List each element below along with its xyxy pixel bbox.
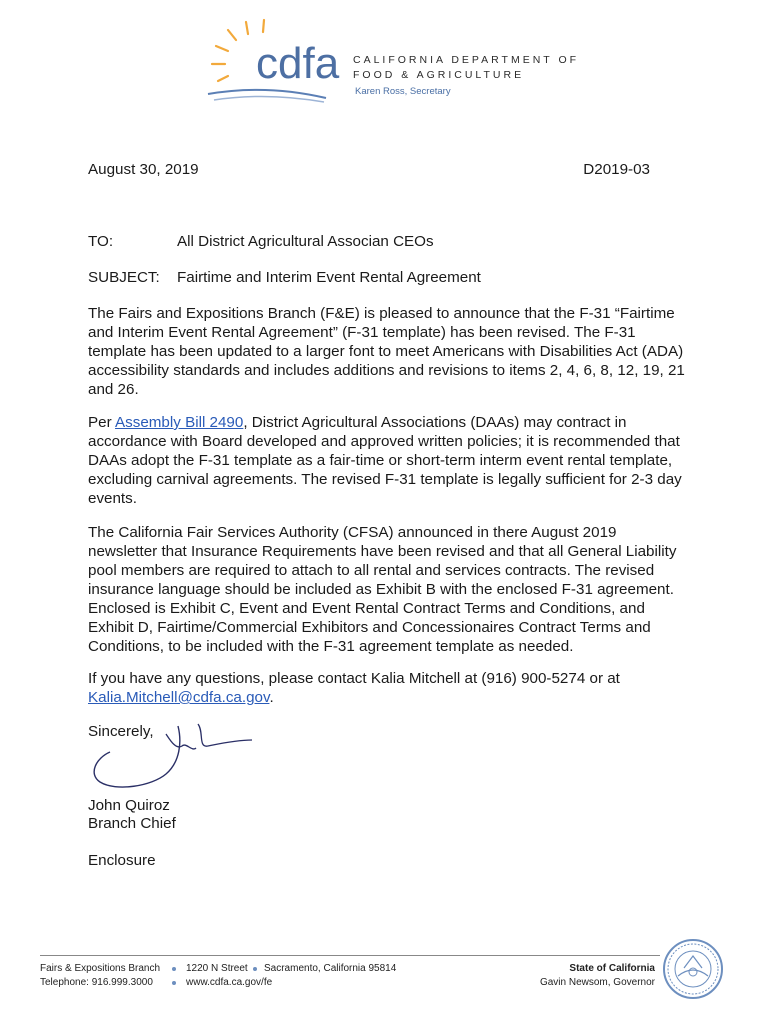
org-name-line1: CALIFORNIA DEPARTMENT OF xyxy=(353,54,580,66)
memo-date: August 30, 2019 xyxy=(88,161,199,178)
paragraph-2 xyxy=(88,413,688,508)
signer-title: Branch Chief xyxy=(88,815,176,832)
to-label: TO: xyxy=(88,233,114,250)
footer-city: Sacramento, California 95814 xyxy=(264,963,397,974)
org-name-line2: FOOD & AGRICULTURE xyxy=(353,69,525,81)
bullet-dot-icon xyxy=(253,967,257,971)
logo-wordmark: cdfa xyxy=(256,39,340,88)
footer-phone: Telephone: 916.999.3000 xyxy=(40,977,153,988)
assembly-bill-link[interactable]: Assembly Bill 2490 xyxy=(115,414,244,431)
paragraph-4 xyxy=(88,669,688,707)
to-value: All District Agricultural Associan CEOs xyxy=(177,233,434,250)
footer-website-link[interactable]: www.cdfa.ca.gov/fe xyxy=(186,977,273,988)
p4-suffix: . xyxy=(269,689,274,706)
cdfa-logo xyxy=(206,18,351,106)
footer-street: 1220 N Street xyxy=(186,963,248,974)
footer-governor: Gavin Newsom, Governor xyxy=(539,977,655,988)
paragraph-1: The Fairs and Expositions Branch (F&E) is pleased to announce that the F-31 “Fairtime and Interim Event Rental Agreement” (F-31 template) has been revised. The F-31 template has been updated to a larger font to meet Americans with Disabilities Act (ADA) accessibility standards and includes additions and revisions to items 2, 4, 6, 8, 12, 19, 21 and 26. xyxy=(88,305,685,398)
sincerely-closing: Sincerely, xyxy=(88,723,154,740)
p2-prefix: Per xyxy=(88,414,116,431)
bullet-dot-icon xyxy=(172,967,176,971)
footer-state: State of California xyxy=(569,963,655,974)
footer-branch: Fairs & Expositions Branch xyxy=(40,963,161,974)
email-link[interactable]: Kalia.Mitchell@cdfa.ca.gov xyxy=(88,689,270,706)
wave-line xyxy=(214,96,324,102)
state-seal-icon xyxy=(662,938,724,1000)
bullet-dot-icon xyxy=(172,981,176,985)
p4-prefix: If you have any questions, please contact Kalia Mitchell at (916) 900-5274 or at xyxy=(88,670,620,687)
subject-value: Fairtime and Interim Event Rental Agreement xyxy=(177,269,481,286)
p2-suffix: , District Agricultural Associations (DAAs) may contract in accordance with Board developed and approved written policies; it is recommended that DAAs adopt the F-31 template as a fair-time or short-term interm event rental template, excluding carnival agreements. The revised F-31 template is legally sufficient for 2-3 day events. xyxy=(88,414,682,507)
subject-label: SUBJECT: xyxy=(88,269,160,286)
signature xyxy=(86,712,261,800)
signer-name: John Quiroz xyxy=(88,797,170,814)
enclosure-note: Enclosure xyxy=(88,852,156,869)
doc-number: D2019-03 xyxy=(583,161,650,178)
paragraph-3: The California Fair Services Authority (CFSA) announced in there August 2019 newsletter that Insurance Requirements have been revised and that all General Liability pool members are required to attach to all rental and services contracts. The revised insurance language should be included as Exhibit B with the enclosed F-31 agreement. Enclosed is Exhibit C, Event and Event Rental Contract Terms and Conditions, and Exhibit D, Fairtime/Commercial Exhibitors and Concessionaires Contract Terms and Conditions, to be included with the F-31 agreement template as needed. xyxy=(88,524,677,655)
secretary-name: Karen Ross, Secretary xyxy=(355,86,451,97)
footer-divider xyxy=(40,955,660,956)
